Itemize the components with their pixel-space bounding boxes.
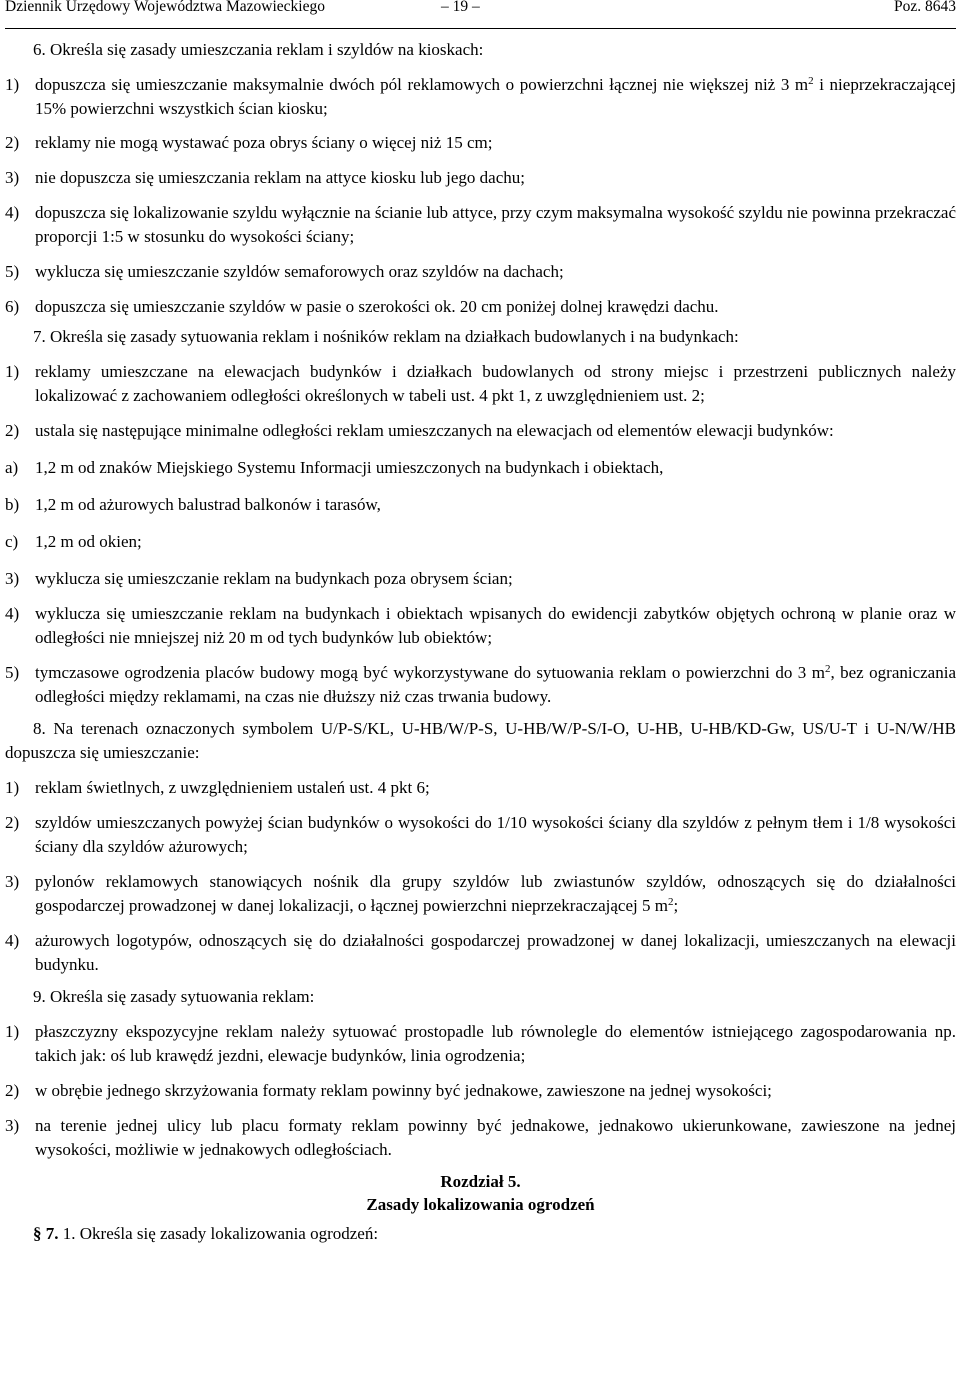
item-text: dopuszcza się umieszczanie maksymalnie dwóch pól reklamowych o powierzchni łącznej nie większej niż 3 $m^2$ i nieprzekraczającej 15% powierzchni wszystkich ścian kiosku; [35, 75, 956, 118]
item-text: wyklucza się umieszczanie reklam na budynkach i obiektach wpisanych do ewidencji zabytków objętych ochroną w planie oraz w odległości nie mniejszej niż 20 m od tych budynków lub obiektów; [35, 604, 956, 647]
section-9-intro: 9. Określa się zasady sytuowania reklam: [33, 987, 315, 1006]
item-text: tymczasowe ogrodzenia placów budowy mogą być wykorzystywane do sytuowania reklam o powierzchni do 3 $m^2$, bez ograniczania odległości między reklamami, na czas nie dłuższy niż czas trwania budowy. [35, 663, 956, 706]
s6-item-5 [5, 260, 956, 284]
s9-item-1 [5, 1020, 956, 1068]
sub-letter: b) [5, 495, 20, 514]
item-text: reklamy nie mogą wystawać poza obrys ściany o więcej niż 15 cm; [35, 133, 493, 152]
item-text: ustala się następujące minimalne odległości reklam umieszczanych na elewacjach od elementów elewacji budynków: [35, 421, 834, 440]
s7-item-5 [5, 661, 956, 709]
s6-item-2 [5, 131, 956, 155]
document-body [5, 38, 956, 1246]
item-number: 2) [5, 1081, 20, 1100]
s9-item-2 [5, 1079, 956, 1103]
s7-sub-a [5, 456, 956, 480]
item-text: reklamy umieszczane na elewacjach budynków i działkach budowlanych od strony miejsc i przestrzeni publicznych należy lokalizować z zachowaniem odległości określonych w tabeli ust. 4 pkt 1, z uwzględnieniem ust. 2; [35, 362, 956, 405]
s7-sub-b [5, 493, 956, 517]
item-number: 1) [5, 1022, 20, 1041]
s7-item-4 [5, 602, 956, 650]
section-6-intro: 6. Określa się zasady umieszczania reklam i szyldów na kioskach: [33, 40, 484, 59]
item-number: 4) [5, 203, 20, 222]
item-text: w obrębie jednego skrzyżowania formaty reklam powinny być jednakowe, zawieszone na jednej wysokości; [35, 1081, 772, 1100]
sub-text: 1,2 m od znaków Miejskiego Systemu Informacji umieszczonych na budynkach i obiektach, [35, 458, 664, 477]
item-text: pylonów reklamowych stanowiących nośnik dla grupy szyldów lub zwiastunów szyldów, odnoszących się do działalności gospodarczej prowadzonej w danej lokalizacji, o łącznej powierzchni nieprzekraczającej 5 $m^2$; [35, 872, 956, 915]
item-number: 1) [5, 778, 20, 797]
item-text: wyklucza się umieszczanie szyldów semaforowych oraz szyldów na dachach; [35, 262, 564, 281]
item-text: płaszczyzny ekspozycyjne reklam należy sytuować prostopadle lub równolegle do elementów istniejącego zagospodarowania np. takich jak: oś lub krawędź jezdni, elewacje budynków, linia ogrodzenia; [35, 1022, 956, 1065]
item-text: wyklucza się umieszczanie reklam na budynkach poza obrysem ścian; [35, 569, 513, 588]
section-7-intro: 7. Określa się zasady sytuowania reklam i nośników reklam na działkach budowlanych i na budynkach: [33, 327, 739, 346]
item-text: reklam świetlnych, z uwzględnieniem ustaleń ust. 4 pkt 6; [35, 778, 430, 797]
item-text: dopuszcza się umieszczanie szyldów w pasie o szerokości ok. 20 cm poniżej dolnej krawędzi dachu. [35, 297, 719, 316]
sub-letter: a) [5, 458, 19, 477]
s8-item-2 [5, 811, 956, 859]
s7-sub-c [5, 530, 956, 554]
section-8-intro: 8. Na terenach oznaczonych symbolem U/P-S/KL, U-HB/W/P-S, U-HB/W/P-S/I-O, U-HB, U-HB/KD-Gw, US/U-T i U-N/W/HB dopuszcza się umieszczanie: [5, 719, 956, 762]
item-number: 3) [5, 569, 20, 588]
item-text: szyldów umieszczanych powyżej ścian budynków o wysokości do 1/10 wysokości ściany dla szyldów z pełnym tłem i 1/8 wysokości ściany dla szyldów ażurowych; [35, 813, 956, 856]
s9-item-3 [5, 1114, 956, 1162]
item-number: 2) [5, 813, 20, 832]
item-number: 1) [5, 75, 20, 94]
s8-item-3 [5, 870, 956, 918]
sub-text: 1,2 m od ażurowych balustrad balkonów i tarasów, [35, 495, 381, 514]
s6-item-6 [5, 295, 956, 319]
item-number: 2) [5, 133, 20, 152]
page-header [5, 0, 956, 29]
journal-title: Dziennik Urzędowy Województwa Mazowieckiego [5, 0, 325, 15]
item-text: na terenie jednej ulicy lub placu formaty reklam powinny być jednakowe, jednakowo ukierunkowane, zawieszone na jednej wysokości, możliwie w jednakowych odległościach. [35, 1116, 956, 1159]
item-number: 3) [5, 168, 20, 187]
item-number: 1) [5, 362, 20, 381]
item-number: 3) [5, 1116, 20, 1135]
s6-item-3 [5, 166, 956, 190]
item-number: 5) [5, 663, 20, 682]
chapter-number: Rozdział 5. [440, 1172, 521, 1191]
s7-item-2 [5, 419, 956, 443]
item-number: 3) [5, 872, 20, 891]
item-number: 2) [5, 421, 20, 440]
chapter-title: Zasady lokalizowania ogrodzeń [366, 1195, 595, 1214]
s7-item-1 [5, 360, 956, 408]
s8-item-4 [5, 929, 956, 977]
item-text: nie dopuszcza się umieszczania reklam na attyce kiosku lub jego dachu; [35, 168, 525, 187]
paragraph-7-intro [5, 1222, 956, 1246]
paragraph-text: 1. Określa się zasady lokalizowania ogrodzeń: [58, 1224, 379, 1243]
s7-item-3 [5, 567, 956, 591]
item-text: dopuszcza się lokalizowanie szyldu wyłącznie na ścianie lub attyce, przy czym maksymalna wysokość szyldu nie powinna przekraczać proporcji 1:5 w stosunku do wysokości ściany; [35, 203, 956, 246]
page-number: – 19 – [441, 0, 480, 15]
item-number: 4) [5, 931, 20, 950]
s6-item-4 [5, 201, 956, 249]
sub-letter: c) [5, 532, 19, 551]
item-number: 6) [5, 297, 20, 316]
position-number: Poz. 8643 [894, 0, 956, 15]
paragraph-sign: § 7. [33, 1224, 59, 1243]
s8-item-1 [5, 776, 956, 800]
item-number: 5) [5, 262, 20, 281]
item-number: 4) [5, 604, 20, 623]
s6-item-1 [5, 73, 956, 121]
sub-text: 1,2 m od okien; [35, 532, 142, 551]
item-text: ażurowych logotypów, odnoszących się do działalności gospodarczej prowadzonej w danej lokalizacji, umieszczanych na elewacji budynku. [35, 931, 956, 974]
